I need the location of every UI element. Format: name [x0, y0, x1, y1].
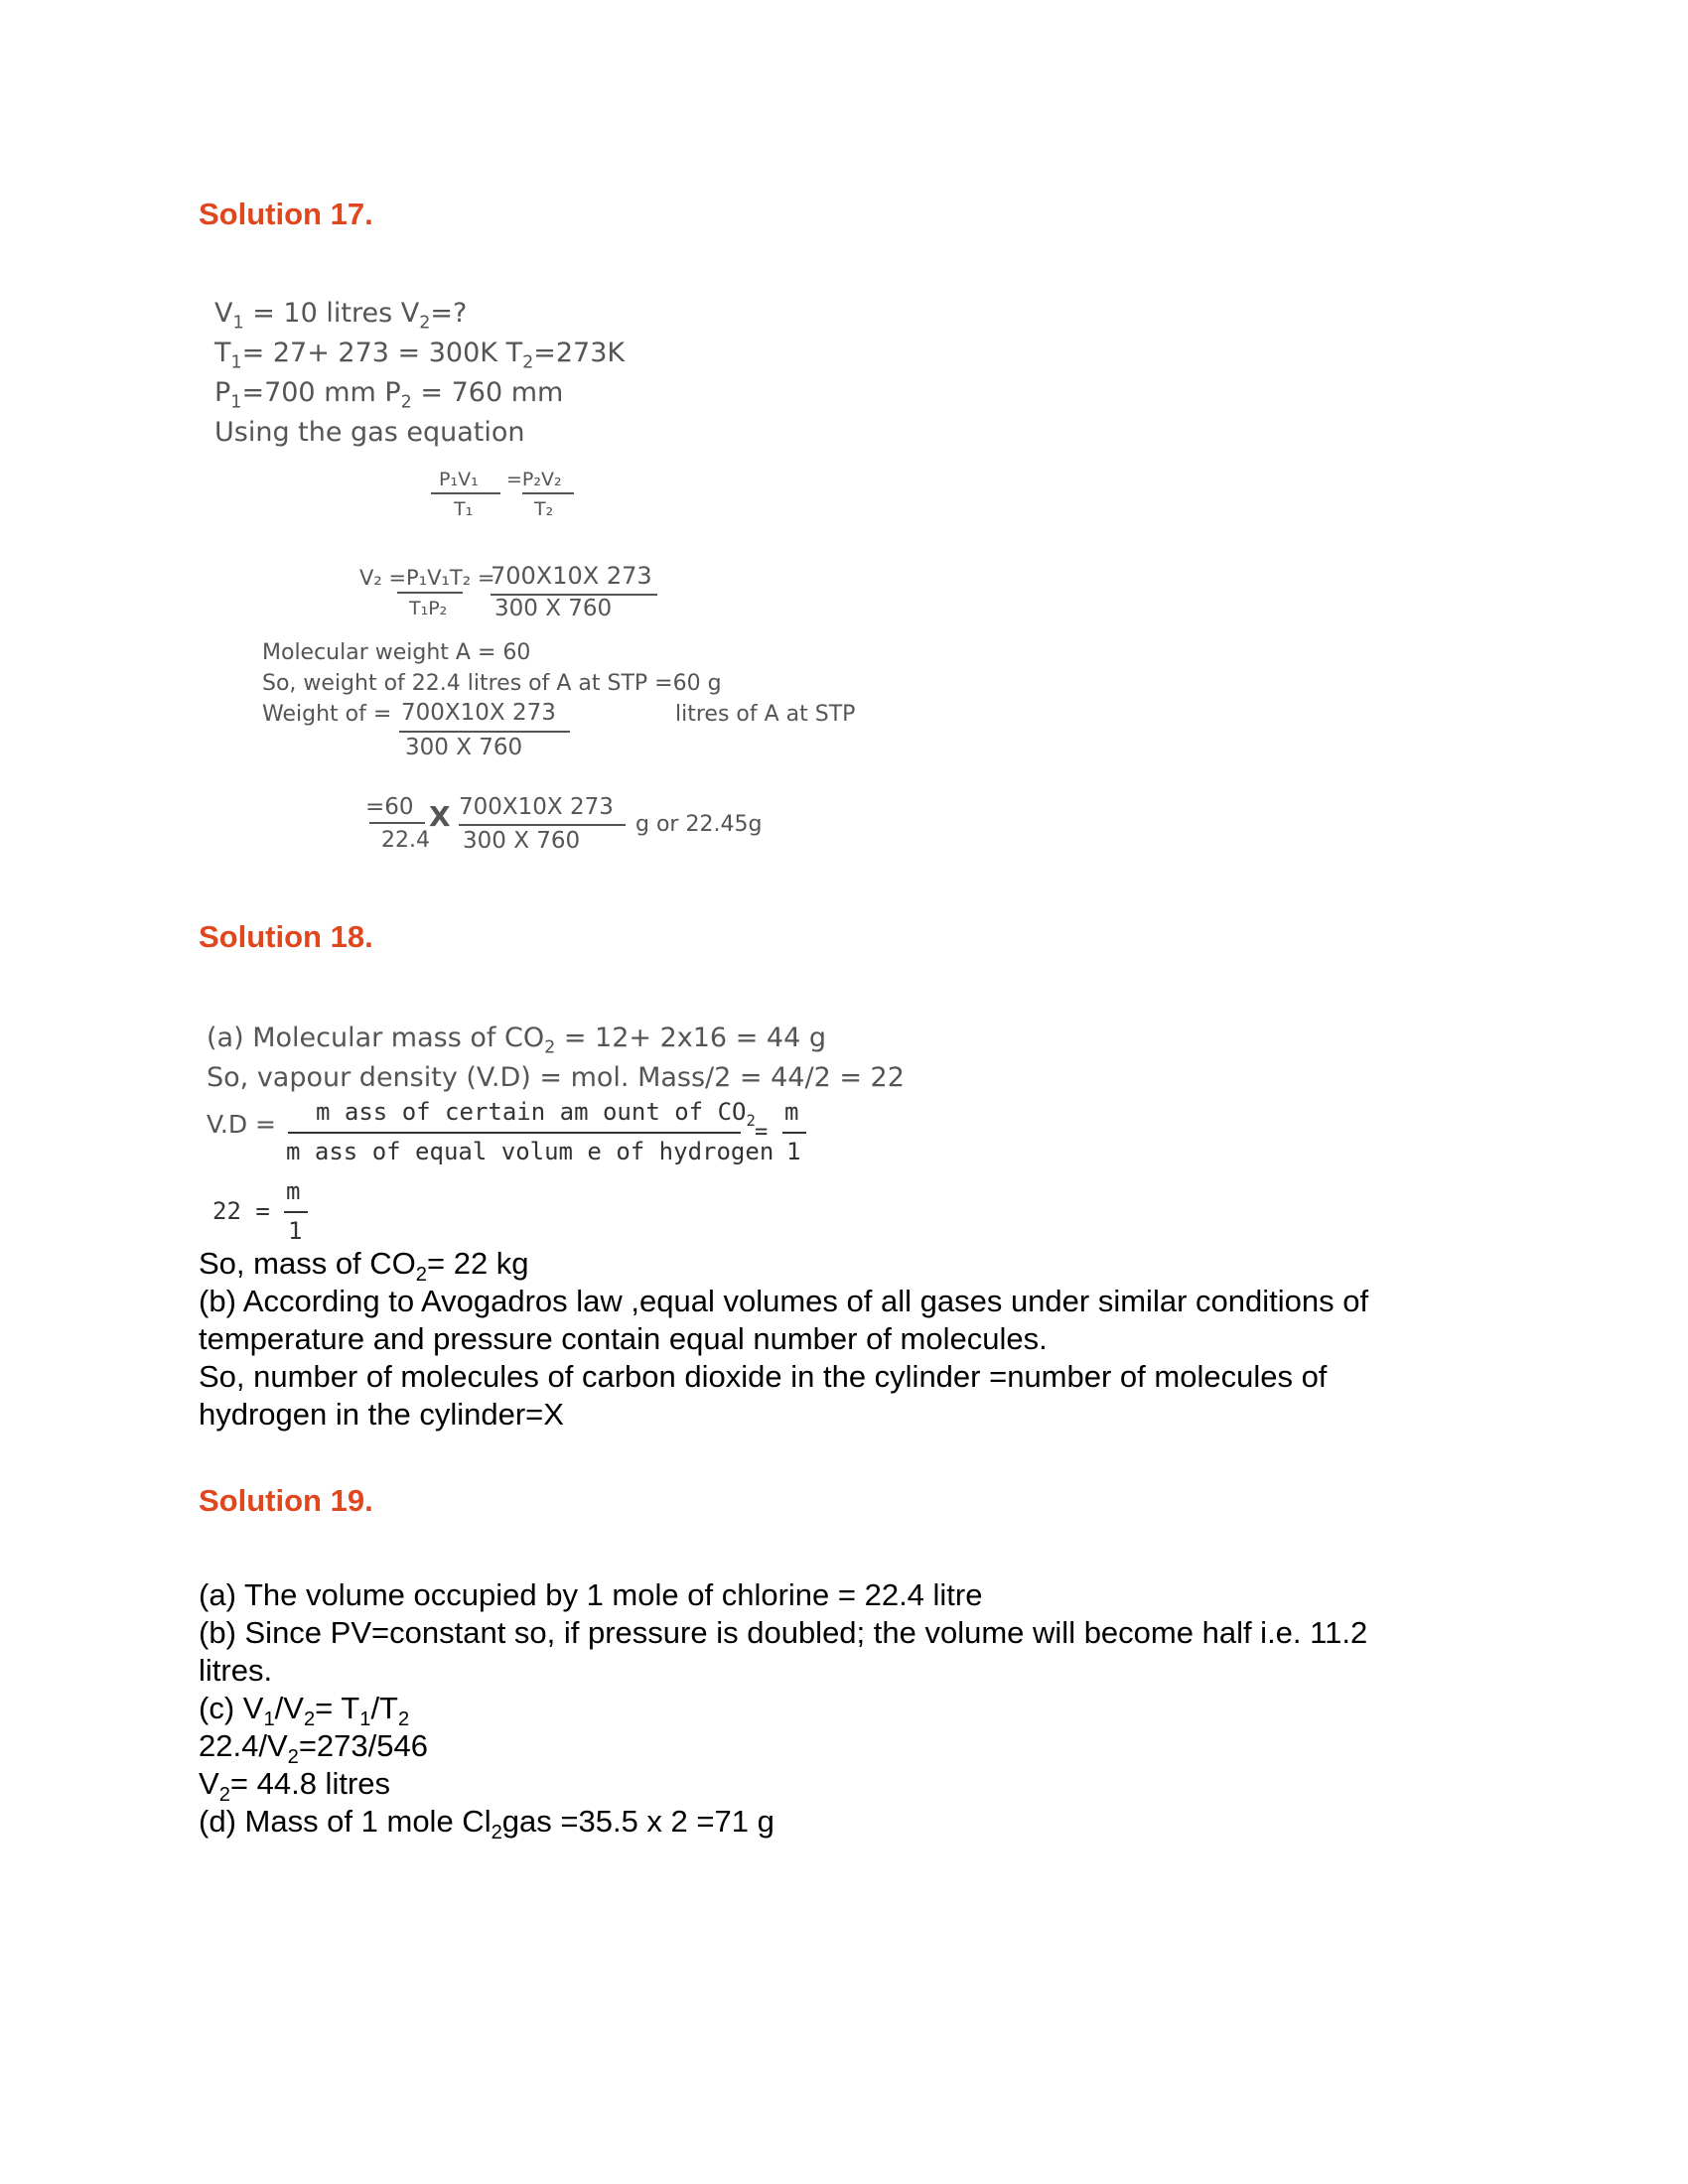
final-numerator-2: 700X10X 273 [459, 794, 614, 820]
final-bar-right [459, 824, 626, 826]
final-bar-left [369, 822, 425, 824]
solution-18-heading: Solution 18. [199, 919, 373, 954]
weight-bar [399, 731, 570, 733]
final-denominator-2: 300 X 760 [463, 828, 581, 854]
weight-tail: litres of A at STP [675, 702, 856, 727]
eq2-denominator-left: T₁P₂ [409, 598, 448, 619]
eq1-denominator-left: T₁ [454, 498, 474, 520]
eq1-bar-left [431, 492, 500, 494]
eq1-numerator-left: P₁V₁ [439, 469, 479, 490]
gas-equation-label: Using the gas equation [214, 417, 525, 448]
vd-bar [288, 1132, 741, 1134]
eq1-denominator-right: T₂ [534, 498, 554, 520]
eq2-bar-left [397, 592, 463, 594]
vd-denominator: m ass of equal volum e of hydrogen [286, 1138, 774, 1165]
molecular-weight-line: Molecular weight A = 60 [262, 640, 531, 665]
given-pressures: $P_1=700$ mm $P_2 = 760$ mm [214, 377, 564, 413]
given-volumes: $V_1 = 10$ litres $V_2=$? [214, 298, 468, 334]
s19-part-b-cont: litres. [199, 1653, 273, 1688]
s18-text-line-3: So, number of molecules of carbon dioxide in the cylinder =number of molecules of [199, 1359, 1328, 1394]
s18-text-line-1: (b) According to Avogadros law ,equal volumes of all gases under similar conditions of [199, 1284, 1369, 1318]
vd-one: 1 [786, 1138, 801, 1165]
s19-part-a: (a) The volume occupied by 1 mole of chlorine = 22.4 litre [199, 1577, 983, 1612]
given-temperatures: $T_1= 27+ 273 = 300K$ $T_2=273K$ [214, 338, 626, 373]
s18-text-line-2: temperature and pressure contain equal number of molecules. [199, 1321, 1048, 1356]
vd-m: m [784, 1098, 799, 1126]
eq2-denominator: 300 X 760 [494, 596, 613, 621]
eq1-numerator-right: =P₂V₂ [506, 469, 562, 490]
eq1-bar-right [522, 492, 574, 494]
s18-text-line-4: hydrogen in the cylinder=X [199, 1397, 564, 1432]
vd-numerator: m ass of certain am ount of $CO_2$ [316, 1098, 756, 1130]
vd-equals: = [755, 1120, 769, 1145]
s19-part-d: (d) Mass of 1 mole $Cl_2gas =35.5$ x 2 =71 g [199, 1804, 774, 1844]
co2-molecular-mass: (a) Molecular mass of $CO_2 = 12+ 2x16 = 44$ g [207, 1023, 826, 1058]
eq22-bar [284, 1211, 308, 1213]
eq2-numerator: 700X10X 273 [491, 562, 652, 590]
weight-numerator: 700X10X 273 [401, 700, 556, 726]
vd-lhs: V.D = [207, 1110, 276, 1139]
eq22-m: m [286, 1177, 301, 1205]
final-multiply: X [429, 800, 451, 833]
final-result: g or 22.45g [635, 812, 763, 837]
vapour-density-line: So, vapour density (V.D) = mol. Mass/2 = 44/2 = 22 [207, 1062, 905, 1093]
eq2-lhs: V₂ =P₁V₁T₂ = [359, 566, 495, 590]
s19-ratio: $22.4/V_2=273/546$ [199, 1728, 428, 1769]
s19-part-b: (b) Since PV=constant so, if pressure is doubled; the volume will become half i.e. 11.2 [199, 1615, 1368, 1650]
weight-denominator: 300 X 760 [405, 735, 523, 760]
weight-of-label: Weight of = [262, 702, 392, 727]
eq22-lhs: 22 = [212, 1197, 270, 1225]
s19-v2-result: $V_2= 44.8$ litres [199, 1766, 391, 1807]
s19-part-c: (c) $V_1/V_2= T_1/T_2$ [199, 1691, 410, 1731]
stp-weight-line: So, weight of 22.4 litres of A at STP =60 g [262, 671, 722, 696]
eq22-one: 1 [288, 1217, 303, 1245]
vd-m-bar [782, 1132, 806, 1134]
co2-mass-result: So, mass of $CO_2= 22$ kg [199, 1246, 529, 1287]
solution-17-heading: Solution 17. [199, 197, 373, 231]
solution-19-heading: Solution 19. [199, 1483, 373, 1518]
final-denominator: 22.4 [381, 828, 430, 853]
final-numerator: =60 [365, 794, 414, 820]
